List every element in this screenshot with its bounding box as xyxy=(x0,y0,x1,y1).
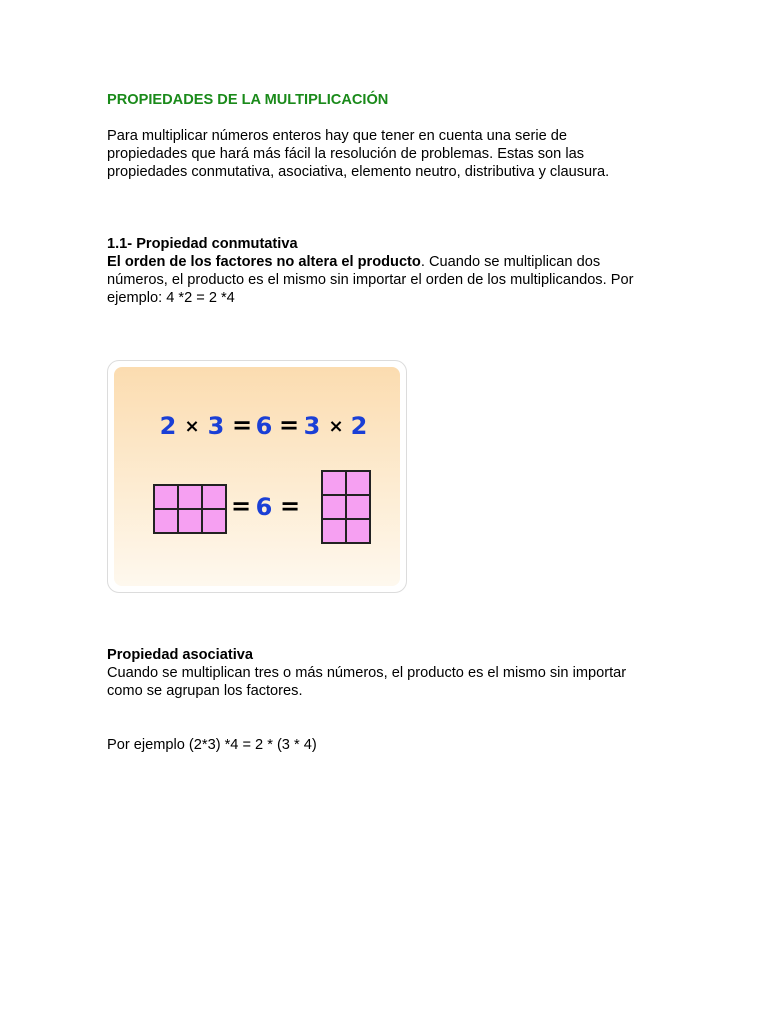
equation-number: 3 xyxy=(303,412,321,440)
line-rest: . Cuando se multiplican dos xyxy=(420,254,601,270)
section-heading-conmutativa: 1.1- Propiedad conmutativa xyxy=(107,236,298,252)
asociativa-example: Por ejemplo (2*3) *4 = 2 * (3 * 4) xyxy=(107,737,317,753)
intro-paragraph xyxy=(107,127,667,181)
section-body-line xyxy=(107,253,667,271)
figure-background xyxy=(114,367,400,586)
grid-3x2 xyxy=(322,471,370,543)
grid-cell xyxy=(154,485,178,509)
grid-2x3 xyxy=(154,485,226,533)
section-body-line: ejemplo: 4 *2 = 2 *4 xyxy=(107,290,235,306)
grid-cell xyxy=(346,519,370,543)
grid-cell xyxy=(346,495,370,519)
section-body-asociativa xyxy=(107,664,667,700)
times-sign: × xyxy=(184,416,200,437)
equals-sign: = xyxy=(279,492,301,520)
grid-cell xyxy=(322,519,346,543)
equation-number: 2 xyxy=(159,412,177,440)
grid-cell xyxy=(178,485,202,509)
equation-result: 6 xyxy=(255,412,273,440)
section-body-line: como se agrupan los factores. xyxy=(107,683,303,699)
grid-cell xyxy=(322,471,346,495)
equals-sign: = xyxy=(231,411,253,439)
bold-lead: El orden de los factores no altera el producto xyxy=(107,254,421,270)
times-sign: × xyxy=(328,416,344,437)
section-body-line: Cuando se multiplican tres o más números, el producto es el mismo sin importar xyxy=(107,665,627,681)
conmutativa-figure xyxy=(107,360,407,593)
section-body-line: números, el producto es el mismo sin importar el orden de los multiplicandos. Por xyxy=(107,272,634,288)
intro-line: propiedades conmutativa, asociativa, elemento neutro, distributiva y clausura. xyxy=(107,164,610,180)
grid-cell xyxy=(202,485,226,509)
grid-cell xyxy=(346,471,370,495)
grid-cell xyxy=(202,509,226,533)
section-body-conmutativa xyxy=(107,253,667,307)
figure-illustration xyxy=(114,367,400,586)
equation-number: 3 xyxy=(207,412,225,440)
intro-line: Para multiplicar números enteros hay que tener en cuenta una serie de xyxy=(107,128,567,144)
equals-sign: = xyxy=(230,492,252,520)
equation-number: 2 xyxy=(350,412,368,440)
equals-sign: = xyxy=(278,411,300,439)
intro-line: propiedades que hará más fácil la resolución de problemas. Estas son las xyxy=(107,146,584,162)
grid-result: 6 xyxy=(255,493,273,521)
grid-cell xyxy=(322,495,346,519)
grid-cell xyxy=(154,509,178,533)
section-heading-asociativa: Propiedad asociativa xyxy=(107,647,253,663)
page-title: PROPIEDADES DE LA MULTIPLICACIÓN xyxy=(107,92,389,108)
grid-cell xyxy=(178,509,202,533)
